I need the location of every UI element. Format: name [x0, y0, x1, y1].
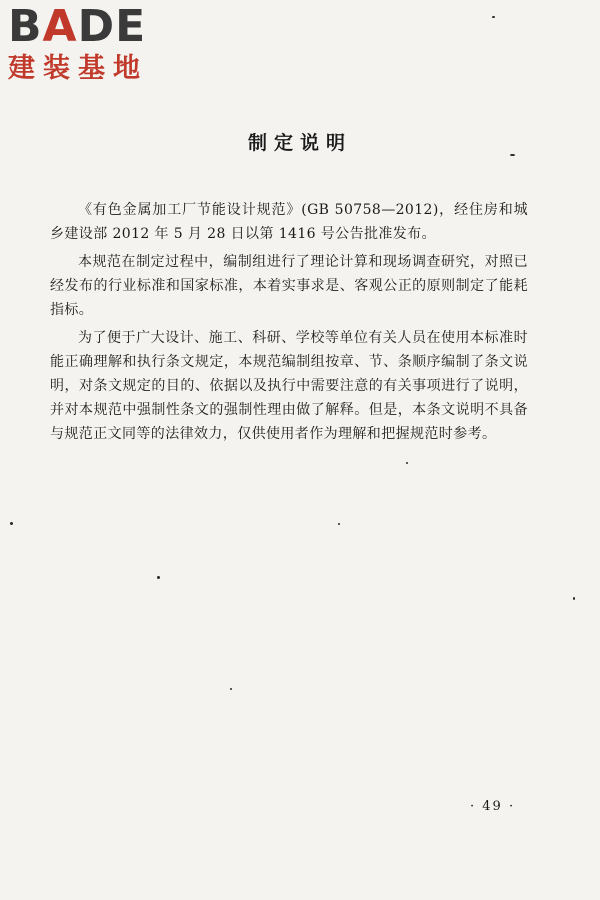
scan-speck: [230, 688, 232, 690]
logo-letters-prefix: B: [8, 1, 43, 52]
logo-letter-accent: A: [42, 1, 78, 52]
paragraph-1: 《有色金属加工厂节能设计规范》(GB 50758—2012)，经住房和城乡建设部 2012 年 5 月 28 日以第 1416 号公告批准发布。: [50, 202, 528, 242]
bade-watermark-logo: [8, 1, 178, 86]
document-body: [50, 198, 528, 450]
scan-speck: [406, 462, 408, 464]
logo-letters-suffix: DE: [77, 1, 147, 52]
scan-speck: [573, 597, 575, 600]
page-title: 制定说明: [247, 132, 352, 154]
scan-speck: [157, 576, 160, 579]
scan-speck: [10, 522, 13, 525]
scan-speck: [338, 523, 340, 525]
watermark-subtitle: 建装基地: [8, 53, 148, 84]
scan-speck: [510, 154, 515, 156]
scan-speck: [492, 16, 495, 18]
paragraph-2: 本规范在制定过程中，编制组进行了理论计算和现场调查研究，对照已经发布的行业标准和国家标准，本着实事求是、客观公正的原则制定了能耗指标。: [50, 254, 528, 318]
page-number: · 49 ·: [470, 799, 516, 814]
watermark-logo-text: [8, 1, 178, 52]
paragraph-3: 为了便于广大设计、施工、科研、学校等单位有关人员在使用本标准时能正确理解和执行条文规定，本规范编制组按章、节、条顺序编制了条文说明，对条文规定的目的、依据以及执行中需要注意的有关事项进行了说明，并对本规范中强制性条文的强制性理由做了解释。但是，本条文说明不具备与规范正文同等的法律效力，仅供使用者作为理解和把握规范时参考。: [50, 330, 528, 442]
